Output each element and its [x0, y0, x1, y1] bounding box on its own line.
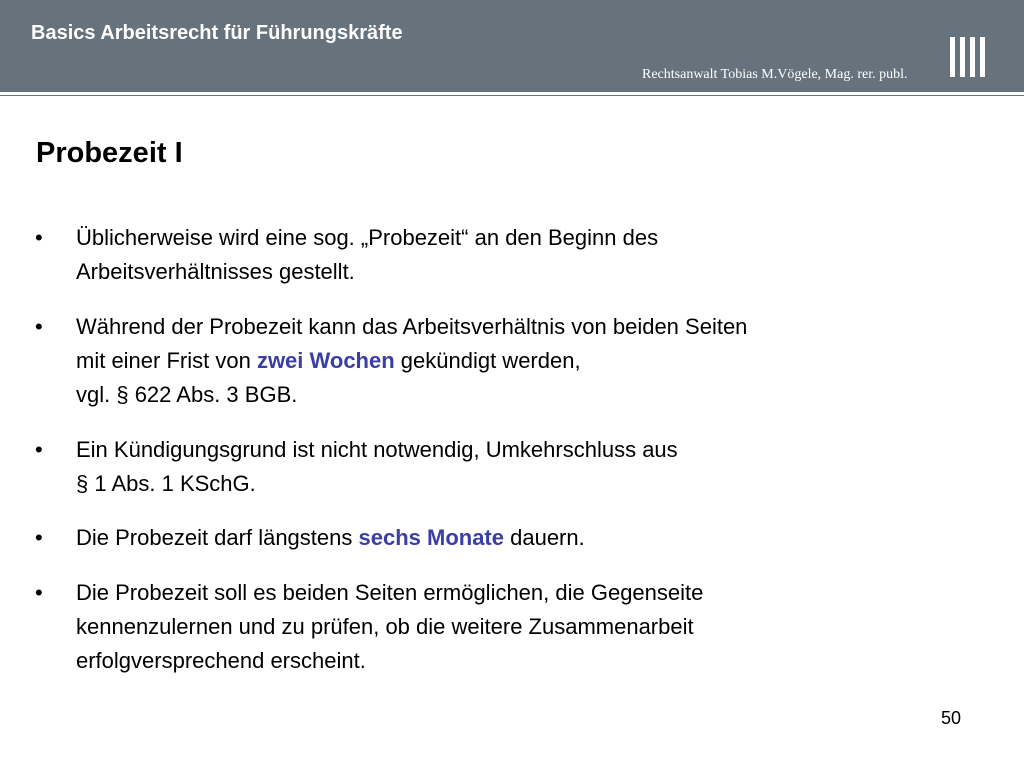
bullet-icon: • — [35, 525, 43, 550]
header-author: Rechtsanwalt Tobias M.Vögele, Mag. rer. publ. — [642, 67, 908, 82]
four-vertical-bars-logo-icon — [948, 37, 988, 77]
slide-header — [0, 0, 1024, 92]
bullet-line — [76, 433, 678, 467]
bullet-line — [76, 521, 585, 555]
bullet-line — [76, 310, 747, 344]
bullet-line — [76, 378, 297, 412]
bullet-text: Während der Probezeit kann das Arbeitsverhältnis von beiden Seiten — [76, 314, 748, 339]
bullet-text: kennenzulernen und zu prüfen, ob die weitere Zusammenarbeit — [76, 614, 694, 639]
bullet-text: Die Probezeit darf längstens — [76, 525, 359, 550]
bullet-text: mit einer Frist von — [76, 348, 257, 373]
bullet-icon: • — [35, 437, 43, 462]
highlight-term: zwei Wochen — [256, 348, 395, 373]
bullet-icon: • — [35, 225, 43, 250]
header-title: Basics Arbeitsrecht für Führungskräfte — [31, 22, 403, 44]
bullet-text: vgl. § 622 Abs. 3 BGB. — [76, 382, 298, 407]
header-divider — [0, 95, 1024, 96]
bullet-line — [76, 610, 694, 644]
bullet-line — [76, 576, 703, 610]
slide-title: Probezeit I — [36, 137, 183, 169]
page-number: 50 — [941, 708, 962, 728]
bullet-icon: • — [35, 314, 43, 339]
bullet-line — [76, 221, 658, 255]
bullet-line — [76, 467, 256, 501]
bullet-line — [76, 644, 366, 678]
highlight-term: sechs Monate — [358, 525, 504, 550]
bullet-text: gekündigt werden, — [394, 348, 581, 373]
bullet-text: § 1 Abs. 1 KSchG. — [76, 471, 256, 496]
bullet-text: Ein Kündigungsgrund ist nicht notwendig, Umkehrschluss aus — [76, 437, 678, 462]
bullet-line — [76, 255, 355, 289]
bullet-text: Arbeitsverhältnisses gestellt. — [76, 259, 355, 284]
bullet-line — [76, 344, 581, 378]
bullet-text: dauern. — [504, 525, 585, 550]
bullet-text: Die Probezeit soll es beiden Seiten ermöglichen, die Gegenseite — [76, 580, 704, 605]
bullet-text: Üblicherweise wird eine sog. „Probezeit“ an den Beginn des — [76, 225, 659, 250]
bullet-text: erfolgversprechend erscheint. — [76, 648, 366, 673]
bullet-icon: • — [35, 580, 43, 605]
